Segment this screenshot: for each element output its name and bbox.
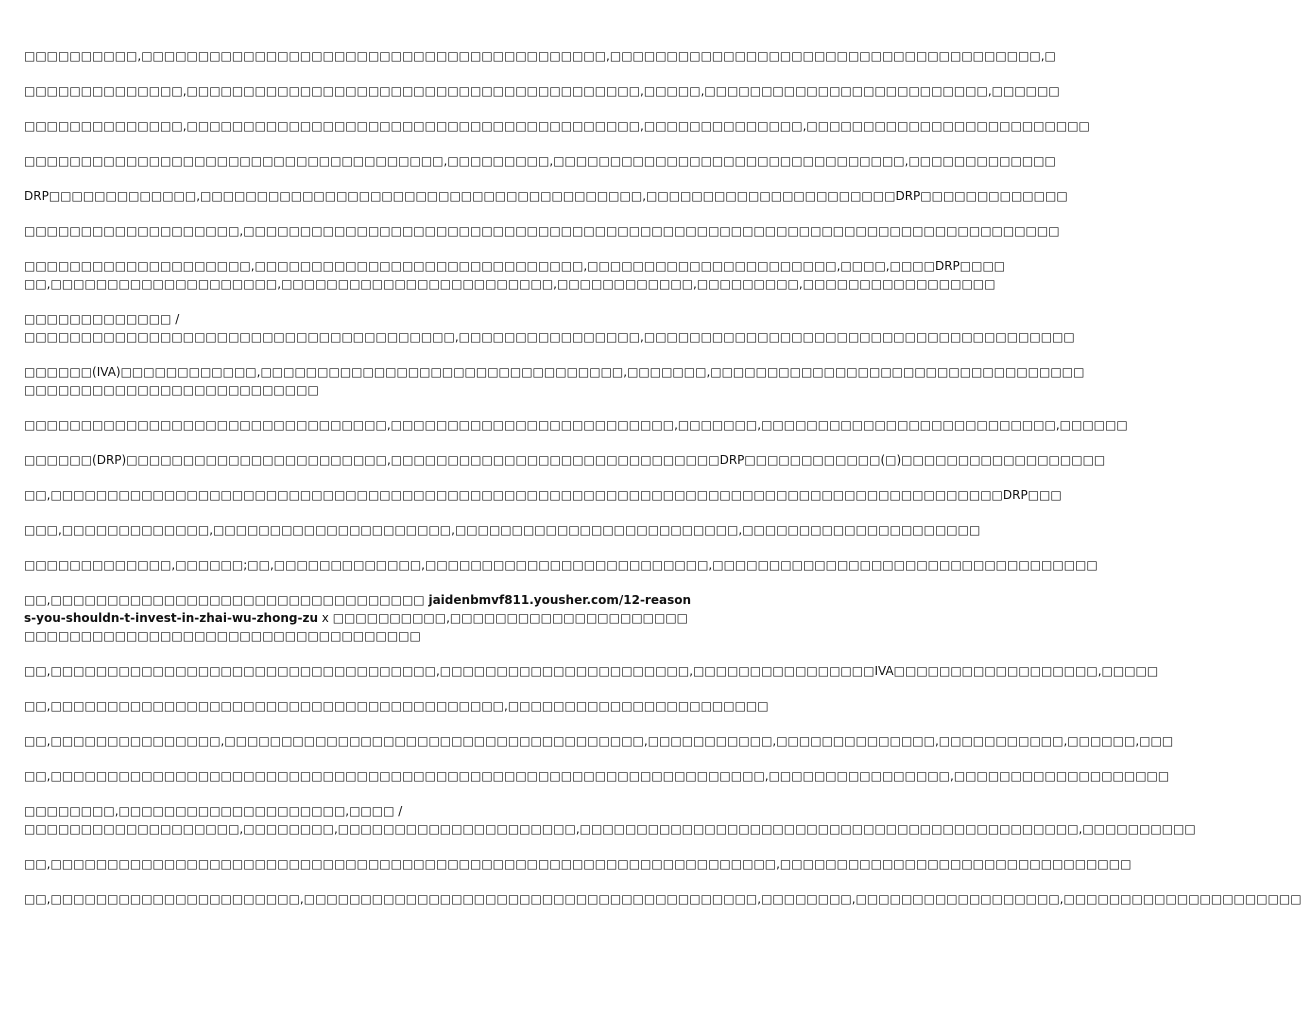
paragraph-line: □□□□□□(IVA)□□□□□□□□□□□□,□□□□□□□□□□□□□□□□□□□□□□□□□□□□□□□□,□□□□□□□,□□□□□□□□□□□□□□□□□□□□□□□□□□□□□□□□□	[24, 365, 1085, 379]
paragraph	[24, 802, 1196, 838]
paragraph: DRP□□□□□□□□□□□□□,□□□□□□□□□□□□□□□□□□□□□□□□□□□□□□□□□□□□□□□,□□□□□□□□□□□□□□□□□□□□□□DRP□□□□□□□□□□□□□	[24, 189, 1068, 203]
paragraph	[24, 257, 1006, 293]
paragraph: □□□,□□□□□□□□□□□□□,□□□□□□□□□□□□□□□□□□□□□,□□□□□□□□□□□□□□□□□□□□□□□□□,□□□□□□□□□□□□□□□□□□□□□	[24, 523, 981, 537]
paragraph	[24, 363, 1085, 399]
paragraph-text: x □□□□□□□□□□,□□□□□□□□□□□□□□□□□□□□□□□□□□□□□□□□□□□□□□□□□□□□□□□□□□□□□□□□	[24, 611, 689, 643]
paragraph: □□,□□□□□□□□□□□□□□□□□□□□□□□□□□□□□□□□□□□□□□□□□□□□□□□□□□□□□□□□□□□□□□□□,□□□□□□□□□□□□□□□□□□□□□□□□□□□□□□□	[24, 857, 1132, 871]
paragraph: □□□□□□□□□□□□□□,□□□□□□□□□□□□□□□□□□□□□□□□□□□□□□□□□□□□□□□□,□□□□□,□□□□□□□□□□□□□□□□□□□□□□□□□,□□□□□□	[24, 84, 1060, 98]
paragraph: □□,□□□□□□□□□□□□□□□,□□□□□□□□□□□□□□□□□□□□□□□□□□□□□□□□□□□□□,□□□□□□□□□□□,□□□□□□□□□□□□□□,□□□□□□□□□□□,□□□□□□,□□□	[24, 734, 1174, 748]
paragraph: □□□□□□□□□□,□□□□□□□□□□□□□□□□□□□□□□□□□□□□□□□□□□□□□□□□□,□□□□□□□□□□□□□□□□□□□□□□□□□□□□□□□□□□□□□□,□	[24, 49, 1056, 63]
paragraph: □□,□□□□□□□□□□□□□□□□□□□□□□□□□□□□□□□□□□□□□□□□□□□□□□□□□□□□□□□□□□□□□□□,□□□□□□□□□□□□□□□□,□□□□□□□□□□□□□□□□□□□	[24, 769, 1170, 783]
paragraph-line: □□□□□□□□□□□□□□□□□□□□,□□□□□□□□□□□□□□□□□□□□□□□□□□□□□,□□□□□□□□□□□□□□□□□□□□□□,□□□□,□□□□DRP□□□□	[24, 259, 1006, 273]
paragraph: □□□□□□(DRP)□□□□□□□□□□□□□□□□□□□□□□□,□□□□□□□□□□□□□□□□□□□□□□□□□□□□□DRP□□□□□□□□□□□□(□)□□□□□□□□□□□□□□□□□□	[24, 453, 1106, 467]
paragraph-line: □□□□□□□□□□□□□□□□□□□□□□□□□□□□□□□□□□□□□□,□□□□□□□□□□□□□□□□,□□□□□□□□□□□□□□□□□□□□□□□□□□□□□□□□□□□□□□	[24, 330, 1075, 344]
paragraph: □□,□□□□□□□□□□□□□□□□□□□□□□□□□□□□□□□□□□,□□□□□□□□□□□□□□□□□□□□□□,□□□□□□□□□□□□□□□□IVA□□□□□□□□□□□□□□□□□□,□□□□□	[24, 664, 1159, 678]
paragraph: □□□□□□□□□□□□□□□□□□□□□□□□□□□□□□□□□□□□□,□□□□□□□□□,□□□□□□□□□□□□□□□□□□□□□□□□□□□□□□□,□□□□□□□□□□□□□	[24, 154, 1056, 168]
paragraph	[24, 310, 1075, 346]
paragraph-line: □□□□□□□□□□□□□□□□□□□,□□□□□□□□,□□□□□□□□□□□□□□□□□□□□□,□□□□□□□□□□□□□□□□□□□□□□□□□□□□□□□□□□□□□□□□□□□□,□□□□□□□□□□	[24, 822, 1196, 836]
paragraph: □□,□□□□□□□□□□□□□□□□□□□□□□□□□□□□□□□□□□□□□□□□,□□□□□□□□□□□□□□□□□□□□□□□	[24, 699, 769, 713]
paragraph: □□,□□□□□□□□□□□□□□□□□□□□□□,□□□□□□□□□□□□□□□□□□□□□□□□□□□□□□□□□□□□□□□□,□□□□□□□□,□□□□□□□□□□□□□□□□□□,□□□□□□□□□□□□□□□□□□□□□	[24, 892, 1302, 906]
paragraph	[24, 591, 696, 645]
paragraph: □□□□□□□□□□□□□□,□□□□□□□□□□□□□□□□□□□□□□□□□□□□□□□□□□□□□□□□,□□□□□□□□□□□□□□,□□□□□□□□□□□□□□□□□□□□□□□□□	[24, 119, 1090, 133]
paragraph-line: □□,□□□□□□□□□□□□□□□□□□□□,□□□□□□□□□□□□□□□□□□□□□□□□,□□□□□□□□□□□□,□□□□□□□□□,□□□□□□□□□□□□□□□□□	[24, 277, 996, 291]
paragraph-text: □□,□□□□□□□□□□□□□□□□□□□□□□□□□□□□□□□□□	[24, 593, 429, 607]
paragraph: □□□□□□□□□□□□□□□□□□□,□□□□□□□□□□□□□□□□□□□□□□□□□□□□□□□□□□□□□□□□□□□□□□□□□□□□□□□□□□□□□□□□□□□□□□□□	[24, 224, 1060, 238]
document-body	[24, 47, 1302, 925]
paragraph-line: □□□□□□□□□□□□□□□□□□□□□□□□□□	[24, 383, 319, 397]
article-link[interactable]: jaidenbmvf811.yousher.com/12-reasons-you-shouldn-t-invest-in-zhai-wu-zhong-zu	[24, 593, 692, 625]
paragraph-line: □□□□□□□□□□□□□ /	[24, 312, 180, 326]
paragraph: □□□□□□□□□□□□□,□□□□□□;□□,□□□□□□□□□□□□□,□□□□□□□□□□□□□□□□□□□□□□□□□,□□□□□□□□□□□□□□□□□□□□□□□□□□□□□□□□□□	[24, 558, 1098, 572]
paragraph-line: □□□□□□□□,□□□□□□□□□□□□□□□□□□□□,□□□□ /	[24, 804, 403, 818]
paragraph: □□□□□□□□□□□□□□□□□□□□□□□□□□□□□□□□,□□□□□□□□□□□□□□□□□□□□□□□□□,□□□□□□□,□□□□□□□□□□□□□□□□□□□□□□□□□□,□□□□□□	[24, 418, 1128, 432]
paragraph: □□,□□□□□□□□□□□□□□□□□□□□□□□□□□□□□□□□□□□□□□□□□□□□□□□□□□□□□□□□□□□□□□□□□□□□□□□□□□□□□□□□□□□□DRP□□□	[24, 488, 1062, 502]
